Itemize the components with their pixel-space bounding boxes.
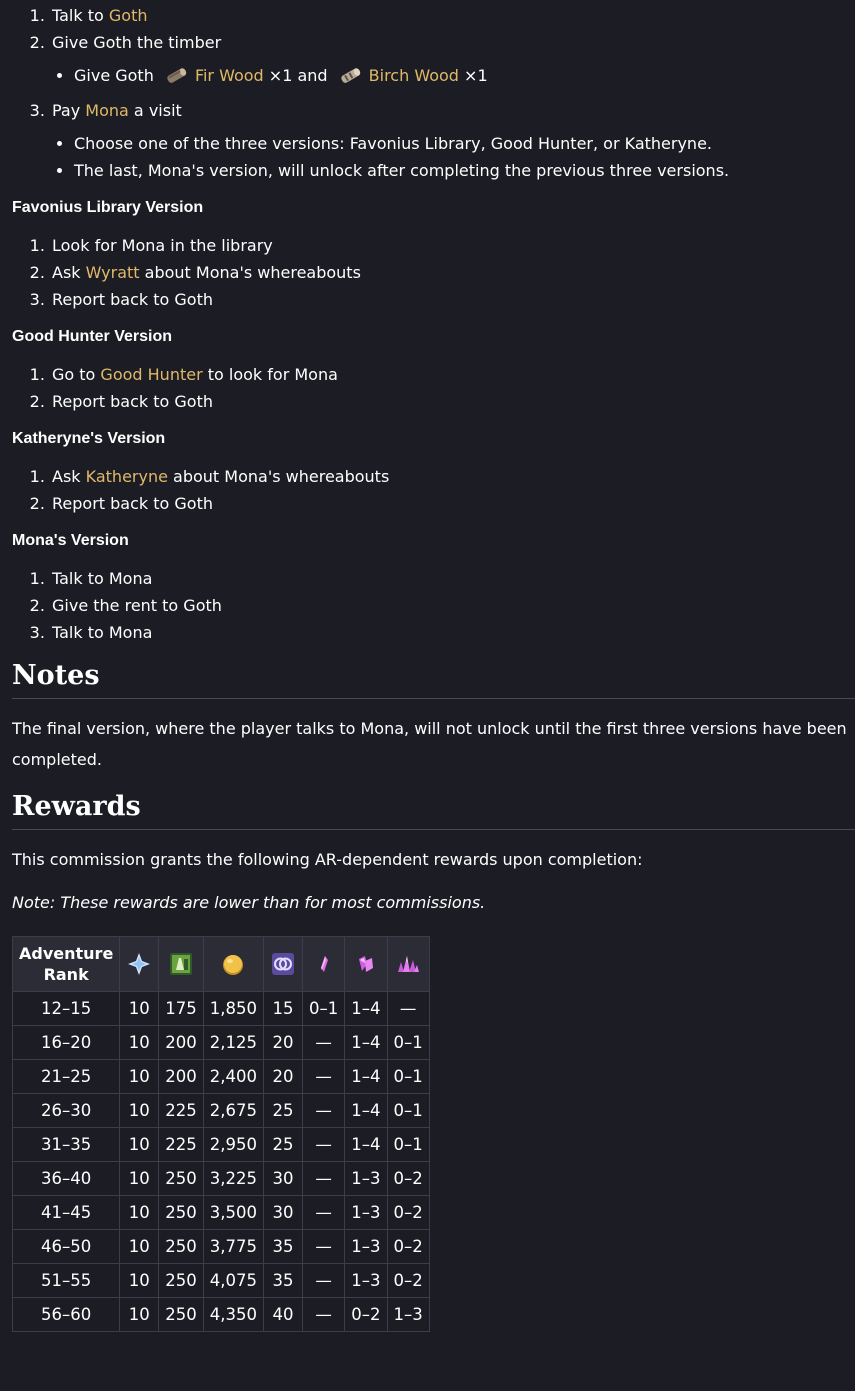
table-cell: 40	[264, 1298, 303, 1332]
mora-icon	[220, 951, 246, 977]
table-row	[13, 1264, 430, 1298]
table-cell: 10	[120, 1230, 159, 1264]
table-cell: —	[303, 1196, 345, 1230]
timber-sublist	[52, 62, 855, 89]
table-cell: —	[303, 1128, 345, 1162]
list-item: 2. Give the rent to Goth	[50, 592, 855, 619]
good-hunter-version-heading: Good Hunter Version	[12, 328, 173, 345]
primogem-header	[120, 937, 159, 992]
table-cell: 2,950	[203, 1128, 263, 1162]
table-cell: 0–1	[387, 1128, 429, 1162]
fragment-crystal-icon	[353, 951, 379, 977]
rewards-heading: Rewards	[12, 791, 855, 830]
table-cell: 3,775	[203, 1230, 263, 1264]
table-cell: 3,225	[203, 1162, 263, 1196]
table-cell: 250	[159, 1230, 204, 1264]
favonius-version-heading: Favonius Library Version	[12, 199, 204, 216]
table-cell: 16–20	[13, 1026, 120, 1060]
wyratt-link[interactable]: Wyratt	[85, 263, 140, 282]
table-cell: 30	[264, 1196, 303, 1230]
katheryne-steps	[12, 463, 855, 517]
chunk-crystal-header	[387, 937, 429, 992]
table-cell: 31–35	[13, 1128, 120, 1162]
table-cell: —	[303, 1026, 345, 1060]
table-cell: 26–30	[13, 1094, 120, 1128]
step-visit-mona: 3. Pay Mona a visit • Choose one of the three versions: Favonius Library, Good Hunter, or Katheryne. • The last, Mona's version, will unlock after completing the previous three versions.	[50, 97, 855, 184]
table-cell: 10	[120, 1060, 159, 1094]
rewards-note: Note: These rewards are lower than for most commissions.	[12, 893, 486, 912]
main-steps	[12, 2, 855, 184]
table-cell: 0–2	[387, 1230, 429, 1264]
table-cell: 175	[159, 992, 204, 1026]
table-row	[13, 1060, 430, 1094]
step-talk-goth: 1. Talk to Goth	[50, 2, 855, 29]
table-cell: 0–2	[387, 1162, 429, 1196]
table-cell: 20	[264, 1026, 303, 1060]
table-cell: 10	[120, 1162, 159, 1196]
table-row	[13, 1230, 430, 1264]
table-cell: 0–1	[387, 1094, 429, 1128]
adventure-exp-header	[159, 937, 204, 992]
table-row	[13, 1128, 430, 1162]
list-item: 2. Report back to Goth	[50, 490, 855, 517]
table-row	[13, 1298, 430, 1332]
mona-steps	[12, 565, 855, 646]
table-cell: 10	[120, 1196, 159, 1230]
visit-sublist	[52, 130, 855, 184]
table-cell: 41–45	[13, 1196, 120, 1230]
table-cell: —	[387, 992, 429, 1026]
table-cell: —	[303, 1162, 345, 1196]
table-row	[13, 1162, 430, 1196]
table-cell: 25	[264, 1094, 303, 1128]
table-cell: 0–2	[345, 1298, 387, 1332]
table-cell: 30	[264, 1162, 303, 1196]
table-cell: 1–3	[345, 1230, 387, 1264]
sliver-crystal-icon	[311, 951, 337, 977]
table-cell: 0–1	[303, 992, 345, 1026]
table-cell: 21–25	[13, 1060, 120, 1094]
timber-items: • Give Goth Fir Wood ×1 and Birch Wood ×1	[74, 62, 855, 89]
fragment-crystal-header	[345, 937, 387, 992]
notes-heading: Notes	[12, 660, 855, 699]
table-cell: 4,350	[203, 1298, 263, 1332]
companionship-exp-header	[264, 937, 303, 992]
table-cell: 1–4	[345, 1128, 387, 1162]
table-cell: 2,675	[203, 1094, 263, 1128]
mora-header	[203, 937, 263, 992]
table-cell: —	[303, 1094, 345, 1128]
table-cell: 225	[159, 1128, 204, 1162]
table-cell: 200	[159, 1026, 204, 1060]
list-item: • Choose one of the three versions: Favonius Library, Good Hunter, or Katheryne.	[74, 130, 855, 157]
table-row	[13, 992, 430, 1026]
table-cell: 1–3	[345, 1264, 387, 1298]
table-cell: 46–50	[13, 1230, 120, 1264]
table-cell: 10	[120, 992, 159, 1026]
table-cell: 0–1	[387, 1026, 429, 1060]
katheryne-version-heading: Katheryne's Version	[12, 430, 166, 447]
list-item: 1. Go to Good Hunter to look for Mona	[50, 361, 855, 388]
list-item: 3. Talk to Mona	[50, 619, 855, 646]
table-cell: 0–1	[387, 1060, 429, 1094]
table-cell: 10	[120, 1298, 159, 1332]
favonius-steps	[12, 232, 855, 313]
table-cell: 225	[159, 1094, 204, 1128]
sliver-crystal-header	[303, 937, 345, 992]
table-cell: 250	[159, 1298, 204, 1332]
table-row	[13, 1196, 430, 1230]
table-cell: 20	[264, 1060, 303, 1094]
table-cell: 2,400	[203, 1060, 263, 1094]
rewards-intro: This commission grants the following AR-dependent rewards upon completion:	[12, 850, 643, 869]
table-cell: 3,500	[203, 1196, 263, 1230]
table-cell: 250	[159, 1264, 204, 1298]
table-row	[13, 1026, 430, 1060]
fir-wood-icon	[163, 65, 189, 87]
table-cell: 200	[159, 1060, 204, 1094]
table-header-row	[13, 937, 430, 992]
table-cell: 1–4	[345, 1026, 387, 1060]
katheryne-link[interactable]: Katheryne	[85, 467, 168, 486]
mona-link[interactable]: Mona	[85, 101, 129, 120]
list-item: 2. Ask Wyratt about Mona's whereabouts	[50, 259, 855, 286]
table-cell: 1–4	[345, 1094, 387, 1128]
table-cell: 1–4	[345, 992, 387, 1026]
good-hunter-steps	[12, 361, 855, 415]
table-row	[13, 1094, 430, 1128]
companionship-exp-icon	[270, 951, 296, 977]
table-cell: —	[303, 1264, 345, 1298]
table-cell: 25	[264, 1128, 303, 1162]
table-cell: 51–55	[13, 1264, 120, 1298]
table-cell: 1–4	[345, 1060, 387, 1094]
primogem-icon	[126, 951, 152, 977]
table-cell: —	[303, 1060, 345, 1094]
mona-version-heading: Mona's Version	[12, 532, 129, 549]
step-give-timber: 2. Give Goth the timber • Give Goth Fir Wood ×1 and Birch Wood ×1	[50, 29, 855, 89]
table-cell: 56–60	[13, 1298, 120, 1332]
table-cell: 2,125	[203, 1026, 263, 1060]
goth-link[interactable]: Goth	[108, 6, 148, 25]
table-cell: —	[303, 1230, 345, 1264]
list-item: 1. Look for Mona in the library	[50, 232, 855, 259]
table-cell: 35	[264, 1264, 303, 1298]
table-cell: 1–3	[345, 1162, 387, 1196]
table-cell: 10	[120, 1026, 159, 1060]
table-cell: 4,075	[203, 1264, 263, 1298]
table-cell: 15	[264, 992, 303, 1026]
birch-wood-link[interactable]: Birch Wood	[368, 66, 459, 85]
table-cell: —	[303, 1298, 345, 1332]
fir-wood-link[interactable]: Fir Wood	[194, 66, 264, 85]
list-item: 2. Report back to Goth	[50, 388, 855, 415]
list-item: 1. Talk to Mona	[50, 565, 855, 592]
list-item: • The last, Mona's version, will unlock after completing the previous three versions.	[74, 157, 855, 184]
table-cell: 10	[120, 1128, 159, 1162]
table-cell: 36–40	[13, 1162, 120, 1196]
table-cell: 10	[120, 1094, 159, 1128]
rewards-table-body	[13, 992, 430, 1332]
table-cell: 1–3	[387, 1298, 429, 1332]
notes-text: The final version, where the player talks to Mona, will not unlock until the first three versions have been completed.	[12, 719, 847, 769]
good-hunter-link[interactable]: Good Hunter	[100, 365, 203, 384]
table-cell: 1,850	[203, 992, 263, 1026]
table-cell: 35	[264, 1230, 303, 1264]
chunk-crystal-icon	[395, 951, 421, 977]
adventure-exp-icon	[168, 951, 194, 977]
table-cell: 250	[159, 1196, 204, 1230]
rewards-table	[12, 936, 430, 1332]
adventure-rank-header: Adventure Rank	[13, 937, 120, 992]
list-item: 3. Report back to Goth	[50, 286, 855, 313]
table-cell: 0–2	[387, 1196, 429, 1230]
table-cell: 250	[159, 1162, 204, 1196]
birch-wood-icon	[337, 65, 363, 87]
table-cell: 10	[120, 1264, 159, 1298]
table-cell: 0–2	[387, 1264, 429, 1298]
table-cell: 1–3	[345, 1196, 387, 1230]
table-cell: 12–15	[13, 992, 120, 1026]
list-item: 1. Ask Katheryne about Mona's whereabouts	[50, 463, 855, 490]
